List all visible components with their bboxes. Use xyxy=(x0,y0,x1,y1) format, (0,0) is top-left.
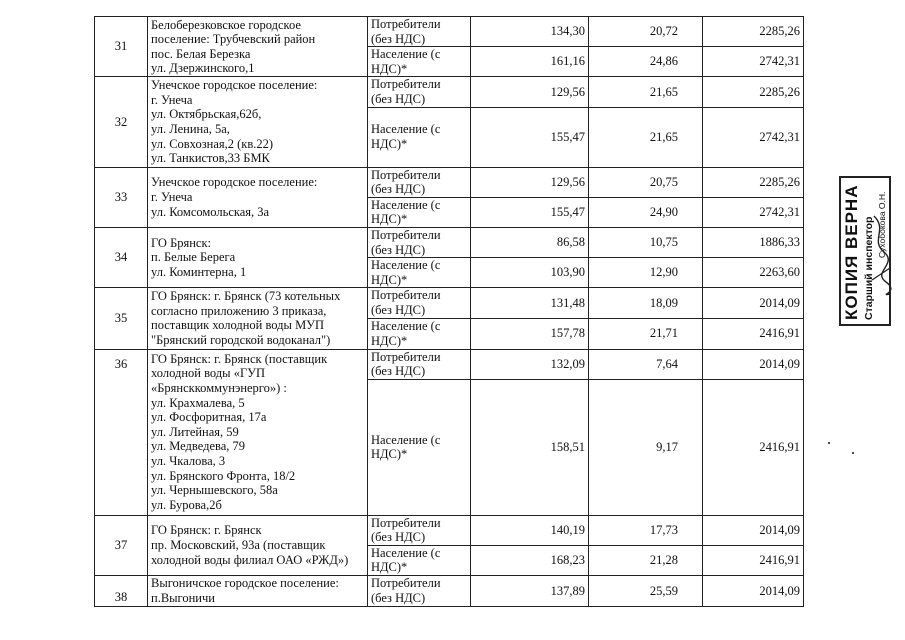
settlement-name: Унечское городское поселение: г. Унеча ул. Комсомольская, 3а xyxy=(148,167,368,227)
consumer-category: Население (с НДС)* xyxy=(368,47,471,77)
settlement-name: Выгоничское городское поселение: п.Выгоничи xyxy=(148,576,368,607)
tariff-value: 140,19 xyxy=(471,515,589,545)
tariff-value: 2014,09 xyxy=(703,515,804,545)
tariff-value: 86,58 xyxy=(471,227,589,257)
tariff-value: 21,28 xyxy=(589,545,703,575)
tariff-table xyxy=(94,16,804,607)
tariff-value: 2742,31 xyxy=(703,197,804,227)
table-row xyxy=(95,17,804,47)
table-row xyxy=(95,515,804,545)
tariff-value: 2285,26 xyxy=(703,167,804,197)
consumer-category: Потребители (без НДС) xyxy=(368,17,471,47)
tariff-value: 103,90 xyxy=(471,258,589,288)
tariff-value: 21,71 xyxy=(589,318,703,349)
tariff-value: 20,72 xyxy=(589,17,703,47)
tariff-value: 129,56 xyxy=(471,167,589,197)
scan-speck xyxy=(828,442,830,444)
tariff-value: 158,51 xyxy=(471,379,589,515)
table-row xyxy=(95,77,804,107)
tariff-value: 155,47 xyxy=(471,197,589,227)
tariff-value: 2014,09 xyxy=(703,288,804,318)
tariff-value: 157,78 xyxy=(471,318,589,349)
scan-speck xyxy=(852,452,854,454)
consumer-category: Население (с НДС)* xyxy=(368,258,471,288)
tariff-value: 2285,26 xyxy=(703,77,804,107)
row-number: 31 xyxy=(95,17,148,77)
stamp-role: Старший инспектор xyxy=(863,216,875,320)
tariff-value: 134,30 xyxy=(471,17,589,47)
consumer-category: Население (с НДС)* xyxy=(368,197,471,227)
tariff-value: 18,09 xyxy=(589,288,703,318)
consumer-category: Потребители (без НДС) xyxy=(368,167,471,197)
settlement-name: Белоберезковское городское поселение: Трубчевский район пос. Белая Березка ул. Дзержинского,1 xyxy=(148,17,368,77)
tariff-value: 25,59 xyxy=(589,576,703,607)
consumer-category: Потребители (без НДС) xyxy=(368,77,471,107)
stamp-title: КОПИЯ ВЕРНА xyxy=(842,184,861,320)
handwritten-signature xyxy=(868,210,894,300)
consumer-category: Потребители (без НДС) xyxy=(368,349,471,379)
tariff-value: 2014,09 xyxy=(703,576,804,607)
tariff-value: 10,75 xyxy=(589,227,703,257)
settlement-name: ГО Брянск: г. Брянск (поставщик холодной воды «ГУП «Брянсккоммунэнерго») : ул. Крахмалева, 5 ул. Фосфоритная, 17а ул. Литейная, 59 ул. Медведева, 79 ул. Чкалова, 3 ул. Брянского Фронта, 18/2 ул. Чернышевского, 58а ул. Бурова,2б xyxy=(148,349,368,515)
tariff-value: 168,23 xyxy=(471,545,589,575)
tariff-value: 9,17 xyxy=(589,379,703,515)
row-number: 35 xyxy=(95,288,148,349)
table-row xyxy=(95,167,804,197)
tariff-value: 24,90 xyxy=(589,197,703,227)
tariff-value: 155,47 xyxy=(471,107,589,167)
tariff-value: 129,56 xyxy=(471,77,589,107)
row-number: 38 xyxy=(95,576,148,607)
tariff-value: 2416,91 xyxy=(703,545,804,575)
settlement-name: ГО Брянск: г. Брянск пр. Московский, 93а (поставщик холодной воды филиал ОАО «РЖД») xyxy=(148,515,368,575)
tariff-value: 7,64 xyxy=(589,349,703,379)
tariff-value: 161,16 xyxy=(471,47,589,77)
row-number: 34 xyxy=(95,227,148,287)
consumer-category: Население (с НДС)* xyxy=(368,545,471,575)
consumer-category: Население (с НДС)* xyxy=(368,379,471,515)
tariff-value: 2742,31 xyxy=(703,107,804,167)
tariff-value: 21,65 xyxy=(589,77,703,107)
row-number: 36 xyxy=(95,349,148,515)
tariff-value: 24,86 xyxy=(589,47,703,77)
table-row xyxy=(95,227,804,257)
consumer-category: Потребители (без НДС) xyxy=(368,515,471,545)
tariff-value: 132,09 xyxy=(471,349,589,379)
settlement-name: Унечское городское поселение: г. Унеча ул. Октябрьская,62б, ул. Ленина, 5а, ул. Совхозная,2 (кв.22) ул. Танкистов,33 БМК xyxy=(148,77,368,167)
consumer-category: Население (с НДС)* xyxy=(368,318,471,349)
tariff-value: 1886,33 xyxy=(703,227,804,257)
row-number: 37 xyxy=(95,515,148,575)
tariff-value: 2416,91 xyxy=(703,318,804,349)
consumer-category: Потребители (без НДС) xyxy=(368,227,471,257)
table-row xyxy=(95,576,804,607)
table-row xyxy=(95,288,804,318)
tariff-value: 2285,26 xyxy=(703,17,804,47)
settlement-name: ГО Брянск: п. Белые Берега ул. Коминтерна, 1 xyxy=(148,227,368,287)
tariff-value: 2263,60 xyxy=(703,258,804,288)
consumer-category: Население (с НДС)* xyxy=(368,107,471,167)
tariff-value: 2742,31 xyxy=(703,47,804,77)
row-number: 33 xyxy=(95,167,148,227)
tariff-value: 131,48 xyxy=(471,288,589,318)
tariff-value: 137,89 xyxy=(471,576,589,607)
stamp-name: Сухобокова О.Н. xyxy=(877,191,887,258)
table-row xyxy=(95,349,804,379)
tariff-value: 21,65 xyxy=(589,107,703,167)
tariff-value: 12,90 xyxy=(589,258,703,288)
row-number: 32 xyxy=(95,77,148,167)
consumer-category: Потребители (без НДС) xyxy=(368,288,471,318)
tariff-value: 17,73 xyxy=(589,515,703,545)
tariff-value: 2014,09 xyxy=(703,349,804,379)
settlement-name: ГО Брянск: г. Брянск (73 котельных согласно приложению 3 приказа, поставщик холодной воды МУП "Брянский городской водоканал") xyxy=(148,288,368,349)
tariff-value: 20,75 xyxy=(589,167,703,197)
tariff-value: 2416,91 xyxy=(703,379,804,515)
consumer-category: Потребители (без НДС) xyxy=(368,576,471,607)
